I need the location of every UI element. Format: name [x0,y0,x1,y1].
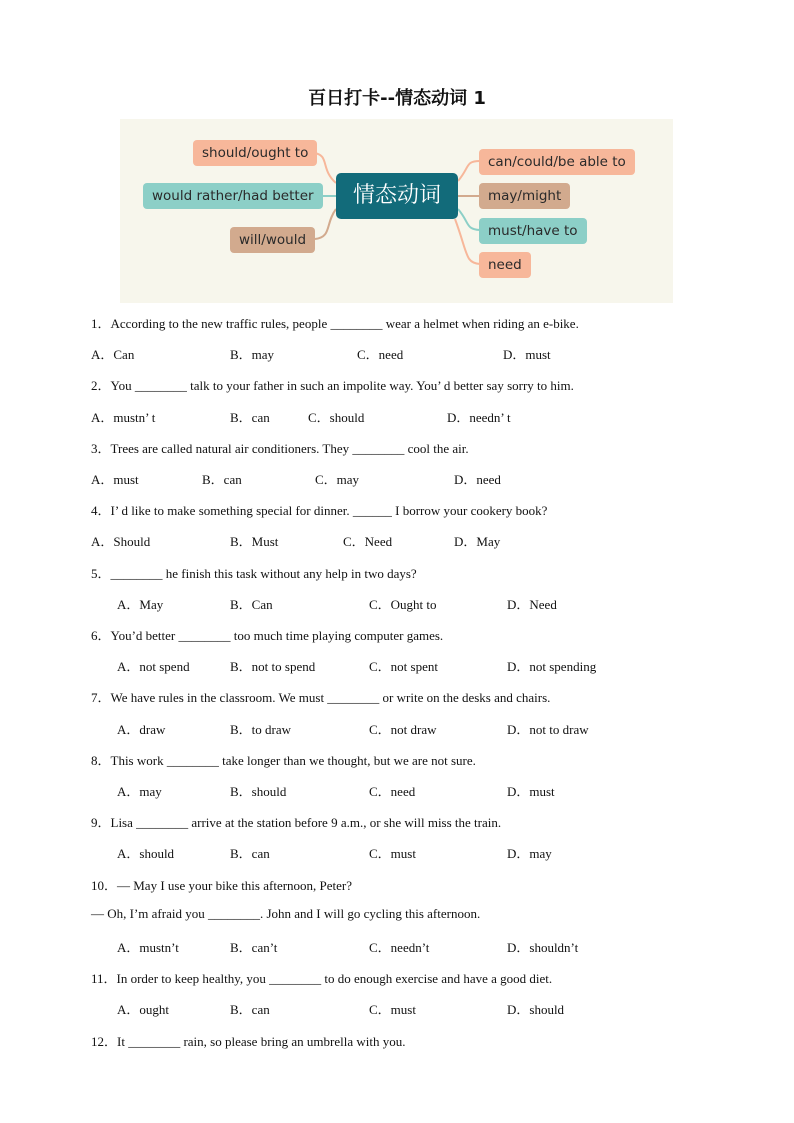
mind-map-node-may: may/might [479,183,570,209]
q9-option-d[interactable]: D．may [507,846,552,861]
question-11: 11．In order to keep healthy, you ________ to do enough exercise and have a good diet. [91,971,553,986]
q2-option-a[interactable]: A．mustn’ t [91,410,156,425]
question-12: 12．It ________ rain, so please bring an umbrella with you. [91,1034,406,1049]
question-3: 3．Trees are called natural air conditioners. They ________ cool the air. [91,441,469,456]
q3-option-c[interactable]: C．may [315,472,360,487]
q10-option-b[interactable]: B．can’t [230,940,278,955]
question-8: 8．This work ________ take longer than we thought, but we are not sure. [91,753,476,768]
q3-option-d[interactable]: D．need [454,472,501,487]
question-1: 1．According to the new traffic rules, people ________ wear a helmet when riding an e-bike. [91,316,579,331]
q1-option-d[interactable]: D．must [503,347,551,362]
q6-option-b[interactable]: B．not to spend [230,659,316,674]
q1-option-a[interactable]: A．Can [91,347,135,362]
q5-option-c[interactable]: C．Ought to [369,597,437,612]
q4-option-b[interactable]: B．Must [230,534,279,549]
q11-option-c[interactable]: C．must [369,1002,416,1017]
q2-option-d[interactable]: D．needn’ t [447,410,511,425]
mind-map-node-would-rather: would rather/had better [143,183,323,209]
mind-map-node-can: can/could/be able to [479,149,635,175]
question-6: 6．You’d better ________ too much time playing computer games. [91,628,444,643]
q9-option-c[interactable]: C．must [369,846,416,861]
q5-option-b[interactable]: B．Can [230,597,273,612]
q6-option-d[interactable]: D．not spending [507,659,597,674]
q11-option-b[interactable]: B．can [230,1002,270,1017]
mind-map-node-must: must/have to [479,218,587,244]
q10-option-d[interactable]: D．shouldn’t [507,940,579,955]
q1-option-b[interactable]: B．may [230,347,275,362]
q1-option-c[interactable]: C．need [357,347,404,362]
q7-option-d[interactable]: D．not to draw [507,722,589,737]
mind-map [120,119,673,303]
q6-option-c[interactable]: C．not spent [369,659,438,674]
q2-option-b[interactable]: B．can [230,410,270,425]
page-title: 百日打卡--情态动词 1 [308,88,486,109]
q8-option-a[interactable]: A．may [117,784,162,799]
q3-option-b[interactable]: B．can [202,472,242,487]
q5-option-d[interactable]: D．Need [507,597,557,612]
q8-option-d[interactable]: D．must [507,784,555,799]
q10-option-a[interactable]: A．mustn’t [117,940,179,955]
q11-option-a[interactable]: A．ought [117,1002,170,1017]
q10-option-c[interactable]: C．needn’t [369,940,430,955]
q2-option-c[interactable]: C．should [308,410,365,425]
q4-option-d[interactable]: D．May [454,534,501,549]
question-10: 10．— May I use your bike this afternoon, Peter? [91,878,353,893]
mind-map-node-need: need [479,252,531,278]
question-7: 7．We have rules in the classroom. We must ________ or write on the desks and chairs. [91,690,551,705]
mind-map-node-will: will/would [230,227,315,253]
mind-map-node-should: should/ought to [193,140,317,166]
q7-option-c[interactable]: C．not draw [369,722,437,737]
q3-option-a[interactable]: A．must [91,472,139,487]
question-9: 9．Lisa ________ arrive at the station before 9 a.m., or she will miss the train. [91,815,502,830]
question-2: 2．You ________ talk to your father in such an impolite way. You’ d better say sorry to him. [91,378,574,393]
q6-option-a[interactable]: A．not spend [117,659,190,674]
q9-option-a[interactable]: A．should [117,846,175,861]
mind-map-center: 情态动词 [336,173,458,219]
q7-option-b[interactable]: B．to draw [230,722,292,737]
question-5: 5．________ he finish this task without any help in two days? [91,566,417,581]
question-4: 4．I’ d like to make something special for dinner. ______ I borrow your cookery book? [91,503,548,518]
q5-option-a[interactable]: A．May [117,597,164,612]
q11-option-d[interactable]: D．should [507,1002,565,1017]
q4-option-a[interactable]: A．Should [91,534,151,549]
q4-option-c[interactable]: C．Need [343,534,393,549]
question-10-line-2: — Oh, I’m afraid you ________. John and I will go cycling this afternoon. [91,906,481,921]
q9-option-b[interactable]: B．can [230,846,270,861]
q7-option-a[interactable]: A．draw [117,722,166,737]
q8-option-c[interactable]: C．need [369,784,416,799]
q8-option-b[interactable]: B．should [230,784,287,799]
